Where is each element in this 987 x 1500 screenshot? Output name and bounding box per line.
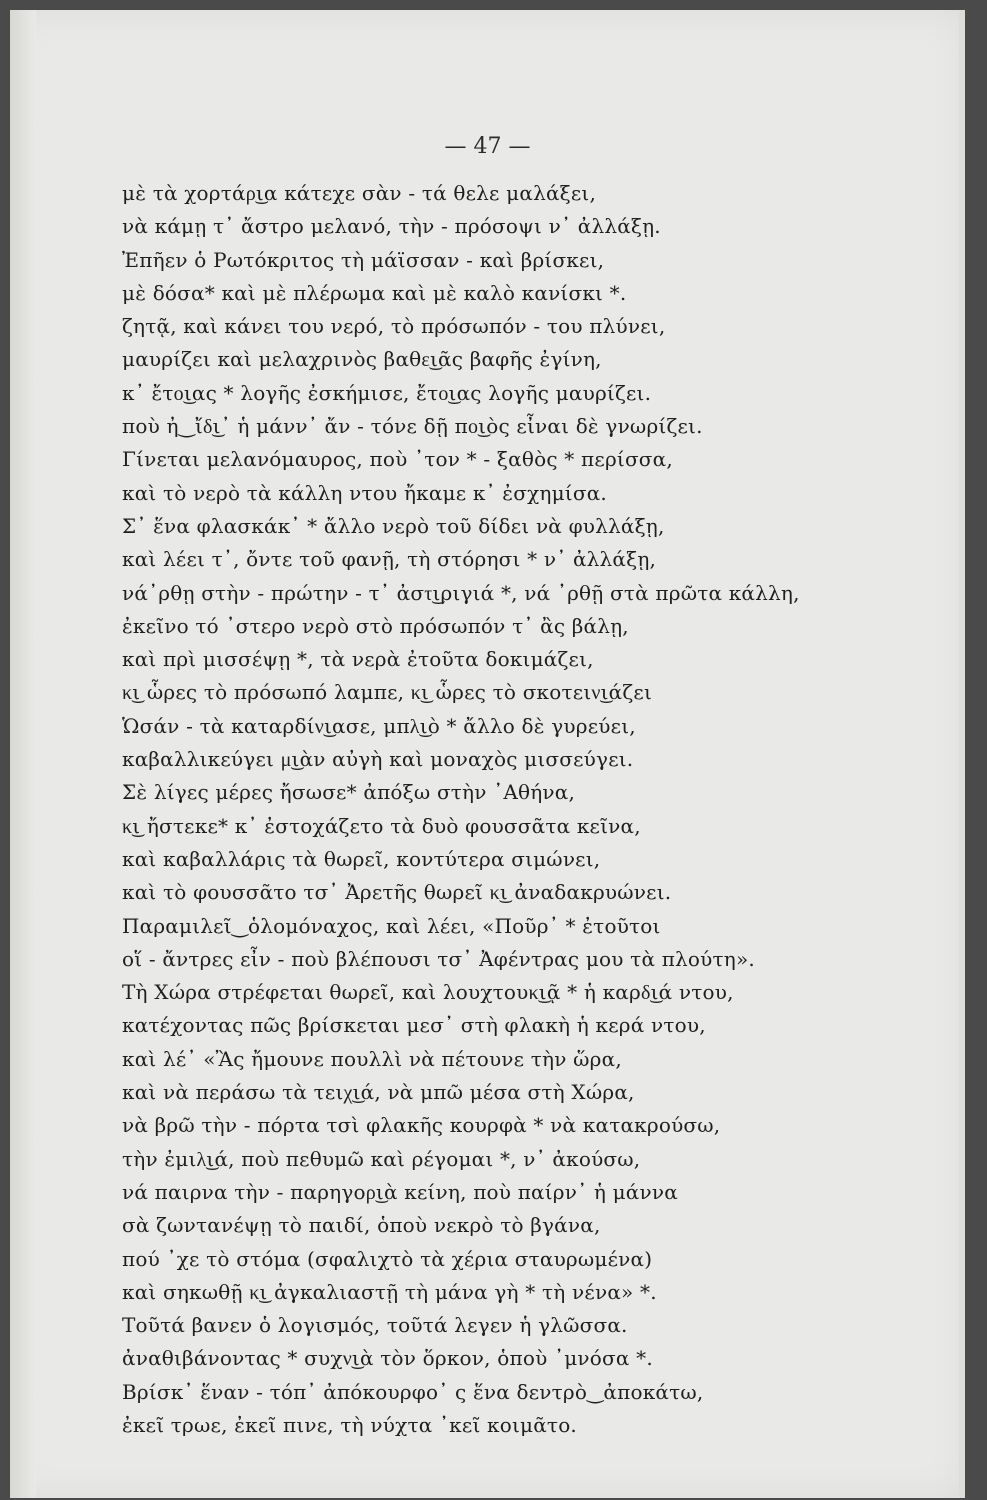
poem-line: κ᾽ ἔτο͜ιας * λογῆς ἐσκήμισε, ἔτο͜ιας λογῆς μαυρίζει. [122, 380, 652, 405]
poem-line: καὶ σηκωθῇ κ͜ι ἀγκαλιαστῇ τὴ μάνα γὴ * τὴ νένα» *. [122, 1279, 657, 1304]
poem-line: Ὡσάν - τὰ καταρδίν͜ιασε, μπλ͜ιὸ * ἄλλο δὲ γυρεύει, [122, 713, 636, 738]
poem-line: οἵ - ἄντρες εἶν - ποὺ βλέπουσι τσ᾽ Ἀφέντρας μου τὰ πλούτη». [122, 946, 755, 971]
poem-line: Παραμιλεῖ‿ὁλομόναχος, καὶ λέει, «Ποῦρ᾽ * ἐτοῦτοι [122, 913, 661, 938]
poem-line: καβαλλικεύγει μ͜ιὰν αὐγὴ καὶ μοναχὸς μισσεύγει. [122, 747, 634, 772]
poem-line: νά᾽ρθῃ στὴν - πρώτην - τ᾽ ἀστ͜ιριγιά *, νά ᾽ρθῇ στὰ πρῶτα κάλλη, [122, 580, 800, 605]
poem-line: πού ᾽χε τὸ στόμα (σφαλιχτὸ τὰ χέρια σταυρωμένα) [122, 1246, 653, 1271]
poem-line: ζητᾷ, καὶ κάνει του νερό, τὸ πρόσωπόν - του πλύνει, [122, 314, 666, 339]
page-number: — 47 — [444, 134, 531, 159]
page-binding-shadow [10, 10, 36, 1498]
page-edge [959, 10, 965, 1498]
poem-line: καὶ λέει τ᾽, ὄντε τοῦ φανῇ, τὴ στόρησι * ν᾽ ἀλλάξῃ, [122, 547, 657, 572]
poem-line: ποὺ ἠ‿ἴδ͜ι᾽ ἡ μάνν᾽ ἄν - τόνε δῇ πο͜ιὸς εἶναι δὲ γνωρίζει. [122, 414, 703, 439]
poem-line: μαυρίζει καὶ μελαχρινὸς βαθε͜ιᾶς βαφῆς ἐγίνη, [122, 347, 602, 372]
poem-line: μὲ δόσα* καὶ μὲ πλέρωμα καὶ μὲ καλὸ κανίσκι *. [122, 280, 627, 305]
poem-line: ἀναθιβάνοντας * συχν͜ιὰ τὸν ὅρκον, ὁποὺ ᾽μνόσα *. [122, 1346, 653, 1371]
poem-line: Σ᾽ ἕνα φλασκάκ᾽ * ἄλλο νερὸ τοῦ δίδει νὰ φυλλάξῃ, [122, 513, 665, 538]
poem-line: καὶ τὸ φουσσᾶτο τσ᾽ Ἀρετῆς θωρεῖ κ͜ι ἀναδακρυώνει. [122, 880, 672, 905]
poem-line: ἐκεῖνο τό ᾽στερο νερὸ στὸ πρόσωπόν τ᾽ ἂς βάλῃ, [122, 613, 629, 638]
poem-line: νὰ κάμῃ τ᾽ ἄστρο μελανό, τὴν - πρόσοψι ν᾽ ἀλλάξῃ. [122, 214, 661, 239]
poem-line: Τοῦτά βανεν ὁ λογισμός, τοῦτά λεγεν ἡ γλῶσσα. [122, 1313, 628, 1338]
poem-line: καὶ πρὶ μισσέψῃ *, τὰ νερὰ ἐτοῦτα δοκιμάζει, [122, 647, 594, 672]
poem-line: Ἐπῆεν ὁ Ρωτόκριτος τὴ μάϊσσαν - καὶ βρίσκει, [122, 247, 605, 272]
poem-text [122, 177, 800, 1442]
poem-line: καὶ τὸ νερὸ τὰ κάλλη ντου ἤκαμε κ᾽ ἐσχημίσα. [122, 480, 607, 505]
poem-line: καὶ λέ᾽ «Ἂς ἤμουνε πουλλὶ νὰ πέτουνε τὴν ὥρα, [122, 1046, 622, 1071]
poem-line: νὰ βρῶ τὴν - πόρτα τσὶ φλακῆς κουρφὰ * νὰ κατακρούσω, [122, 1113, 721, 1138]
book-page [10, 10, 965, 1498]
poem-line: μὲ τὰ χορτάρ͜ια κάτεχε σὰν - τά θελε μαλάξει, [122, 181, 597, 205]
poem-line: Βρίσκ᾽ ἕναν - τόπ᾽ ἀπόκουρφο᾽ ς ἕνα δεντρὸ‿ἀποκάτω, [122, 1379, 704, 1404]
poem-line: Γίνεται μελανόμαυρος, ποὺ ᾽τον * - ξαθὸς * περίσσα, [122, 447, 673, 472]
poem-line: καὶ νὰ περάσω τὰ τειχ͜ιά, νὰ μπῶ μέσα στὴ Χώρα, [122, 1080, 635, 1105]
poem-line: κ͜ι ἤστεκε* κ᾽ ἐστοχάζετο τὰ δυὸ φουσσᾶτα κεῖνα, [122, 813, 641, 838]
poem-line: ἐκεῖ τρωε, ἐκεῖ πινε, τὴ νύχτα ᾽κεῖ κοιμᾶτο. [122, 1412, 577, 1437]
poem-line: Τὴ Χώρα στρέφεται θωρεῖ, καὶ λουχτουκ͜ιᾷ * ἡ καρδ͜ιά ντου, [122, 980, 734, 1005]
poem-line: Σὲ λίγες μέρες ἤσωσε* ἀπόξω στὴν ᾽Αθήνα, [122, 780, 576, 805]
poem-line: καὶ καβαλλάρις τὰ θωρεῖ, κοντύτερα σιμώνει, [122, 846, 601, 871]
poem-line: σὰ ζωντανέψῃ τὸ παιδί, ὁποὺ νεκρὸ τὸ βγάνα, [122, 1213, 601, 1238]
poem-line: κατέχοντας πῶς βρίσκεται μεσ᾽ στὴ φλακὴ ἡ κερά ντου, [122, 1013, 706, 1038]
poem-line: νά παιρνα τὴν - παρηγορ͜ιὰ κείνη, ποὺ παίρν᾽ ἡ μάννα [122, 1179, 678, 1204]
poem-line: κ͜ι ὧρες τὸ πρόσωπό λαμπε, κ͜ι ὧρες τὸ σκοτειν͜ιάζει [122, 680, 652, 705]
poem-line: τὴν ἐμιλ͜ιά, ποὺ πεθυμῶ καὶ ρέγομαι *, ν᾽ ἀκούσω, [122, 1146, 641, 1171]
